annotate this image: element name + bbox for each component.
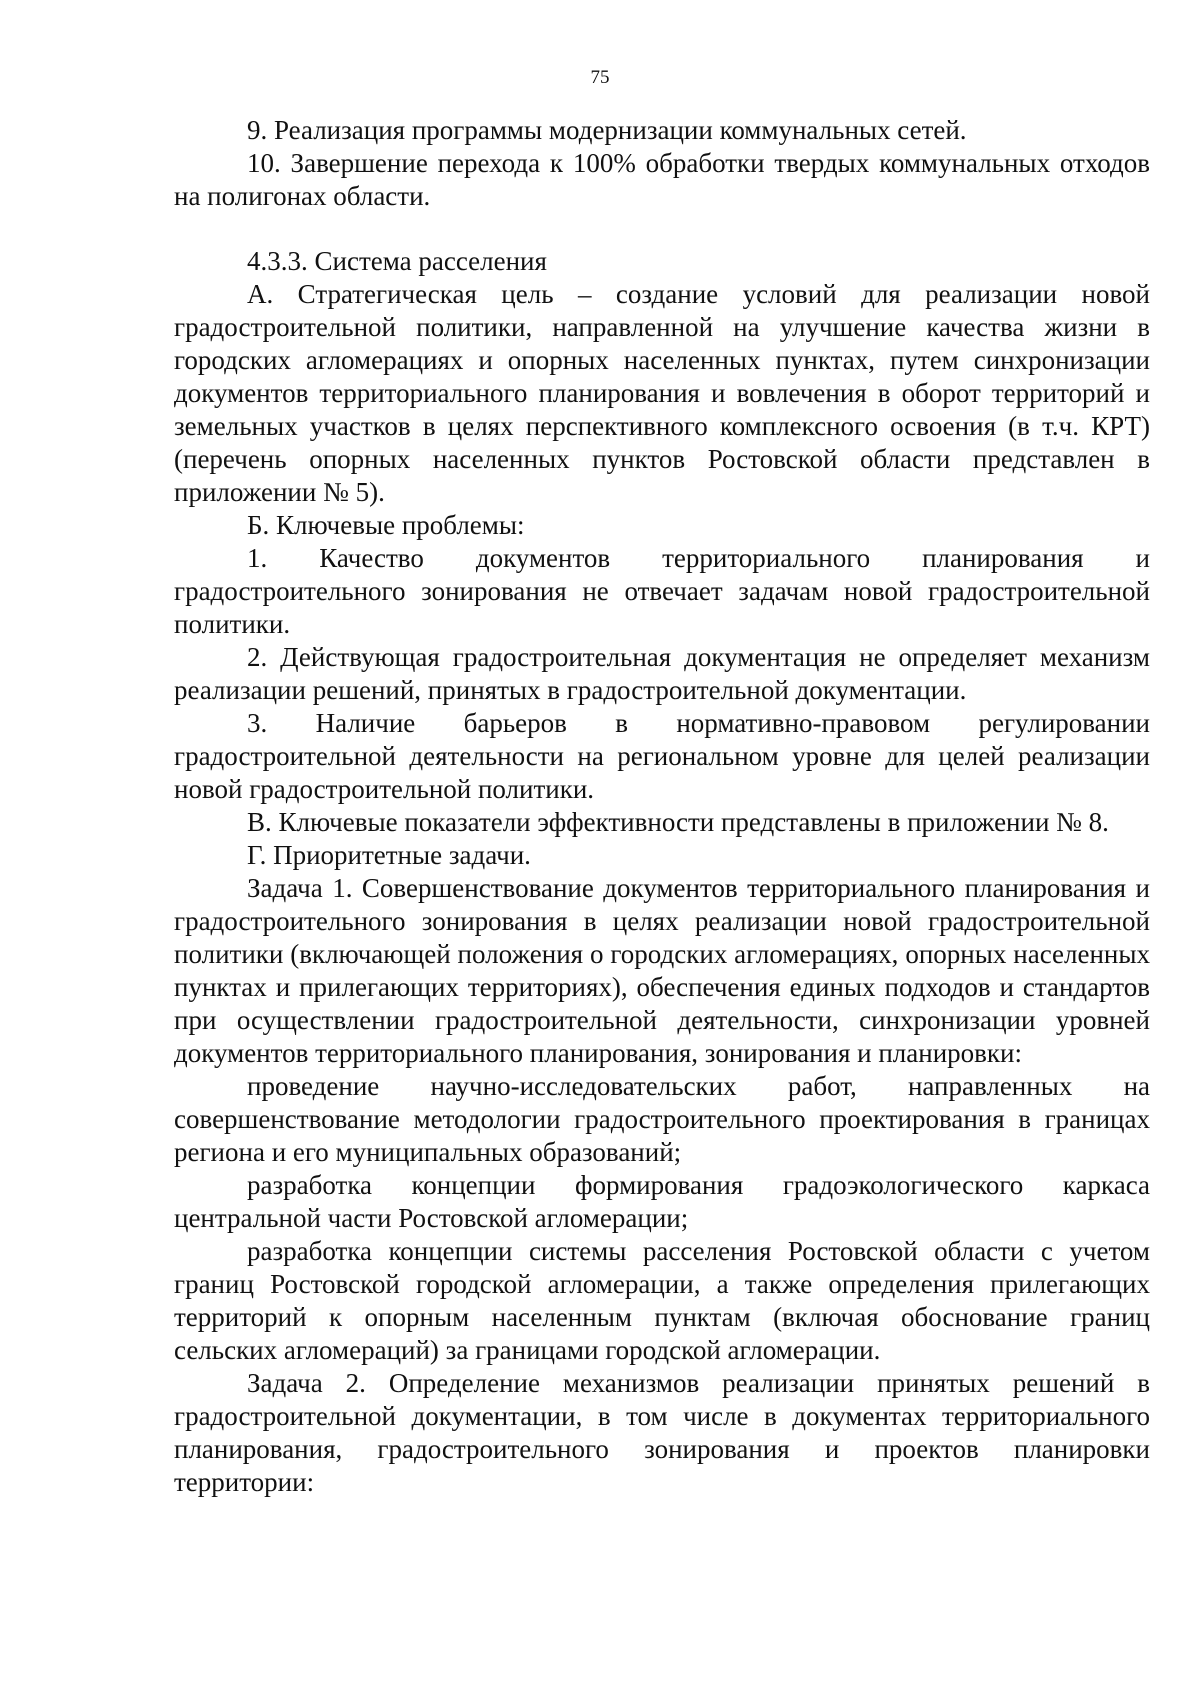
list-item-10: 10. Завершение перехода к 100% обработки твердых коммунальных отходов на полигонах области.	[174, 148, 1150, 211]
page-number: 75	[590, 67, 610, 88]
task-1-measure-3: разработка концепции системы расселения Ростовской области с учетом границ Ростовской городской агломерации, а также определения прилегающих территорий к опорным населенным пунктам (включая обоснование границ сельских агломераций) за границами городской агломерации.	[174, 1236, 1150, 1365]
list-item-9: 9. Реализация программы модернизации коммунальных сетей.	[247, 115, 967, 145]
problem-item-1: 1. Качество документов территориального планирования и градостроительного зонирования не отвечает задачам новой градостроительной политики.	[174, 543, 1150, 639]
key-problems-heading: Б. Ключевые проблемы:	[247, 510, 525, 540]
task-1-measure-2: разработка концепции формирования градоэкологического каркаса центральной части Ростовской агломерации;	[174, 1170, 1150, 1233]
task-1-measure-1: проведение научно-исследовательских работ, направленных на совершенствование методологии градостроительного проектирования в границах региона и его муниципальных образований;	[174, 1071, 1150, 1167]
problem-item-3: 3. Наличие барьеров в нормативно-правовом регулировании градостроительной деятельности на региональном уровне для целей реализации новой градостроительной политики.	[174, 708, 1150, 804]
task-2-paragraph: Задача 2. Определение механизмов реализации принятых решений в градостроительной документации, в том числе в документах территориального планирования, градостроительного зонирования и проектов планировки территории:	[174, 1368, 1150, 1497]
section-heading: 4.3.3. Система расселения	[247, 246, 547, 276]
document-body	[174, 114, 1150, 1499]
strategic-goal-paragraph: А. Стратегическая цель – создание условий для реализации новой градостроительной политики, направленной на улучшение качества жизни в городских агломерациях и опорных населенных пунктах, путем синхронизации документов территориального планирования и вовлечения в оборот территорий и земельных участков в целях перспективного комплексного освоения (в т.ч. КРТ) (перечень опорных населенных пунктов Ростовской области представлен в приложении № 5).	[174, 279, 1150, 507]
problem-item-2: 2. Действующая градостроительная документация не определяет механизм реализации решений, принятых в градостроительной документации.	[174, 642, 1150, 705]
task-1-paragraph: Задача 1. Совершенствование документов территориального планирования и градостроительного зонирования в целях реализации новой градостроительной политики (включающей положения о городских агломерациях, опорных населенных пунктах и прилегающих территориях), обеспечения единых подходов и стандартов при осуществлении градостроительной деятельности, синхронизации уровней документов территориального планирования, зонирования и планировки:	[174, 873, 1150, 1068]
priority-tasks-heading: Г. Приоритетные задачи.	[247, 840, 531, 870]
kpi-paragraph: В. Ключевые показатели эффективности представлены в приложении № 8.	[247, 807, 1109, 837]
